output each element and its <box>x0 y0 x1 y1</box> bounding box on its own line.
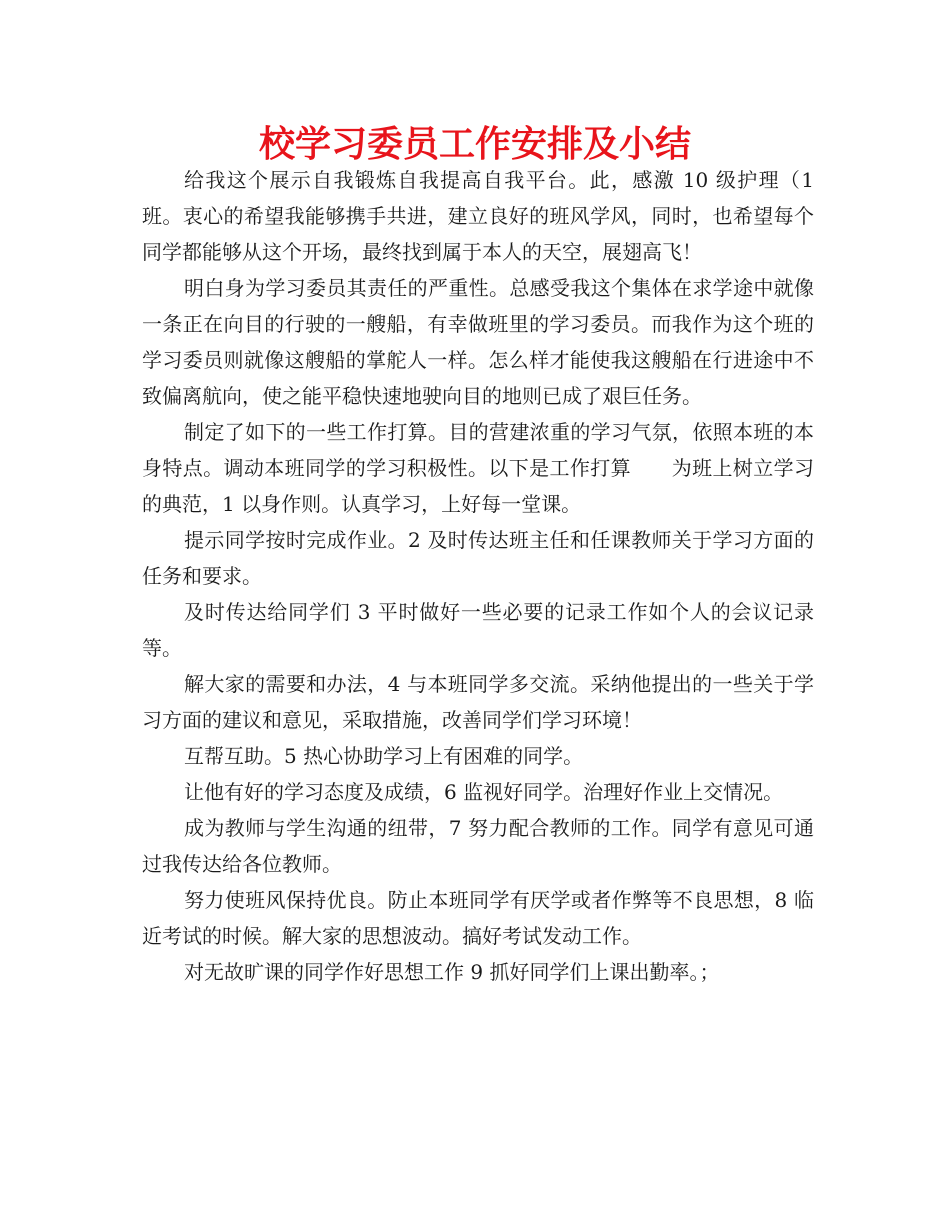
paragraph: 给我这个展示自我锻炼自我提高自我平台。此，感激 10 级护理（1 班。衷心的希望我能够携手共进，建立良好的班风学风，同时，也希望每个同学都能够从这个开场，最终找到属于本人的天空，展翅高飞！ <box>142 168 814 264</box>
document-title: 校学习委员工作安排及小结 <box>258 124 691 165</box>
paragraph: 互帮互助。5 热心协助学习上有困难的同学。 <box>184 744 584 768</box>
paragraph: 成为教师与学生沟通的纽带，7 努力配合教师的工作。同学有意见可通过我传达给各位教师。 <box>142 816 814 876</box>
paragraph: 努力使班风保持优良。防止本班同学有厌学或者作弊等不良思想，8 临近考试的时候。解大家的思想波动。搞好考试发动工作。 <box>142 888 814 948</box>
paragraph: 及时传达给同学们 3 平时做好一些必要的记录工作如个人的会议记录等。 <box>142 600 814 660</box>
paragraph: 对无故旷课的同学作好思想工作 9 抓好同学们上课出勤率。； <box>184 960 720 984</box>
paragraph: 让他有好的学习态度及成绩，6 监视好同学。治理好作业上交情况。 <box>184 780 784 804</box>
document-body <box>142 162 814 990</box>
paragraph: 制定了如下的一些工作打算。目的营建浓重的学习气氛，依照本班的本身特点。调动本班同学的学习积极性。以下是工作打算 为班上树立学习的典范，1 以身作则。认真学习，上好每一堂课。 <box>142 420 814 516</box>
paragraph: 明白身为学习委员其责任的严重性。总感受我这个集体在求学途中就像一条正在向目的行驶的一艘船，有幸做班里的学习委员。而我作为这个班的学习委员则就像这艘船的掌舵人一样。怎么样才能使我这艘船在行进途中不致偏离航向，使之能平稳快速地驶向目的地则已成了艰巨任务。 <box>142 276 814 408</box>
paragraph: 提示同学按时完成作业。2 及时传达班主任和任课教师关于学习方面的任务和要求。 <box>142 528 814 588</box>
paragraph: 解大家的需要和办法，4 与本班同学多交流。采纳他提出的一些关于学习方面的建议和意见，采取措施，改善同学们学习环境！ <box>142 672 814 732</box>
